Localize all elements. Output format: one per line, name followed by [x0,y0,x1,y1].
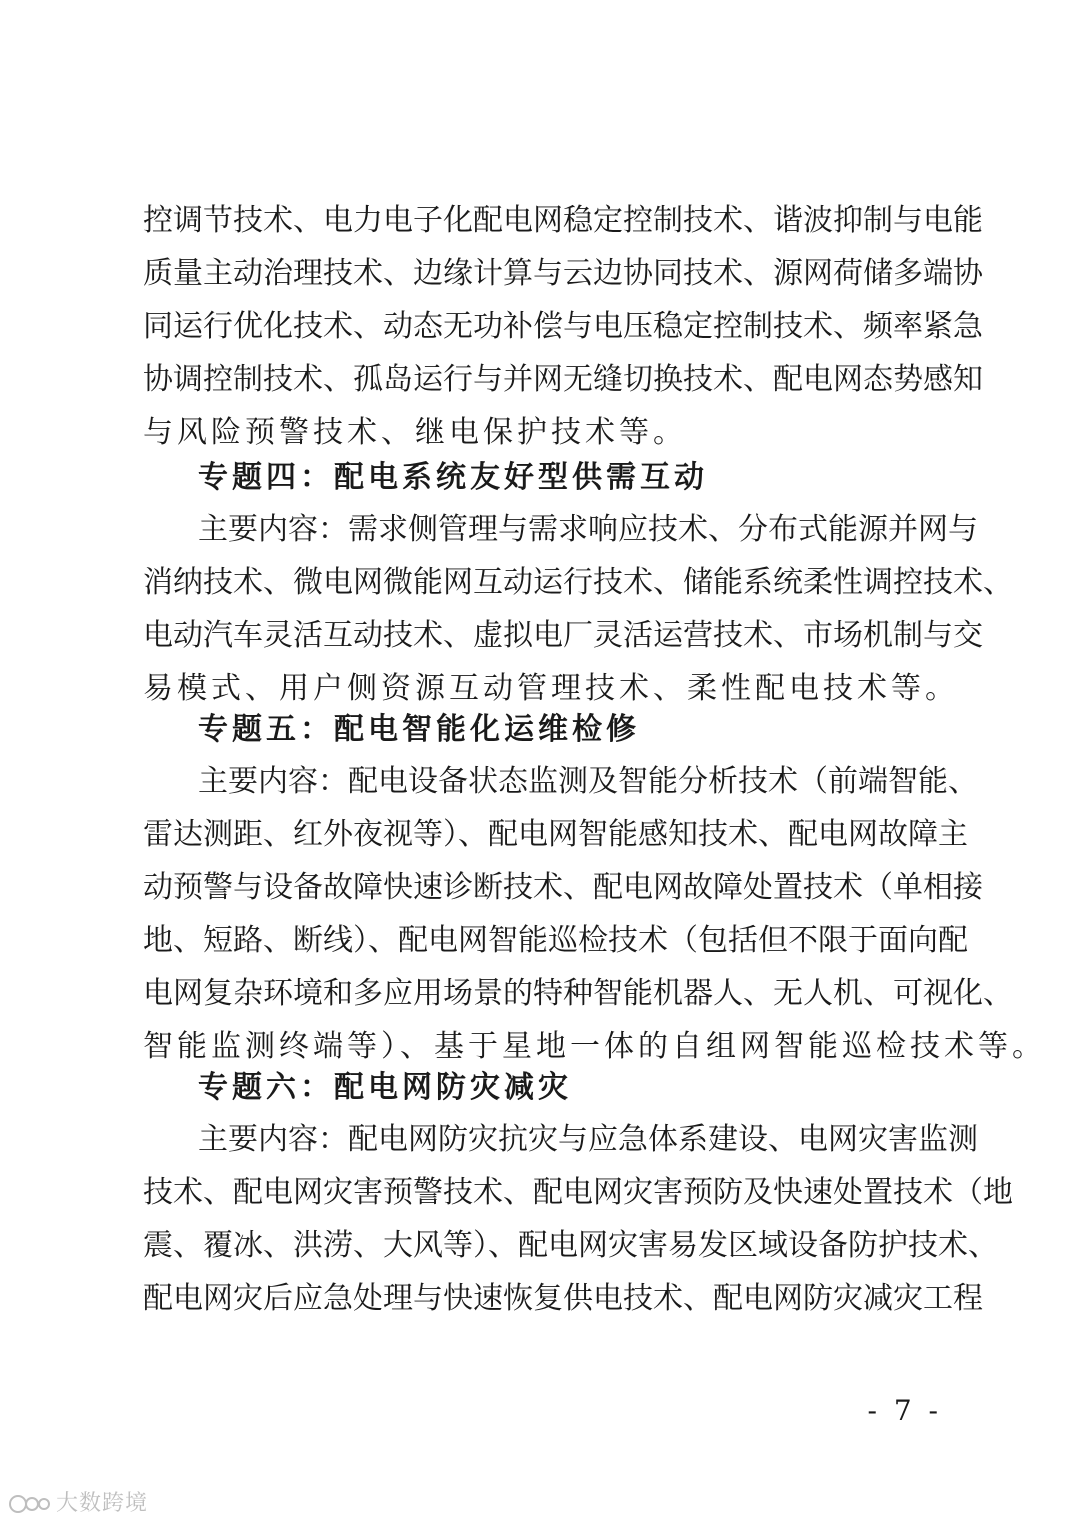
paragraph-line: 地、短路、断线）、配电网智能巡检技术（包括但不限于面向配 [143,923,968,958]
paragraph-line: 易模式、用户侧资源互动管理技术、柔性配电技术等。 [143,671,959,706]
paragraph-line: 智能监测终端等）、基于星地一体的自组网智能巡检技术等。 [143,1029,1046,1064]
paragraph-line: 协调控制技术、孤岛运行与并网无缝切换技术、配电网态势感知 [143,362,983,397]
topic-4-body [143,510,1013,710]
paragraph-line: 主要内容：配电网防灾抗灾与应急体系建设、电网灾害监测 [198,1122,978,1157]
topic-4-heading: 专题四：配电系统友好型供需互动 [198,460,708,495]
paragraph-line: 质量主动治理技术、边缘计算与云边协同技术、源网荷储多端协 [143,256,983,291]
paragraph-line: 同运行优化技术、动态无功补偿与电压稳定控制技术、频率紧急 [143,309,983,344]
watermark-text: 大数跨境 [56,1491,149,1516]
paragraph-line: 控调节技术、电力电子化配电网稳定控制技术、谐波抑制与电能 [143,203,983,238]
topic-6-heading: 专题六：配电网防灾减灾 [198,1070,572,1105]
topic-6-body [143,1120,1013,1340]
paragraph-line: 技术、配电网灾害预警技术、配电网灾害预防及快速处置技术（地 [143,1175,1013,1210]
paragraph-line: 震、覆冰、洪涝、大风等）、配电网灾害易发区域设备防护技术、 [143,1228,998,1263]
topic-5-body [143,762,1046,1082]
paragraph-line: 主要内容：配电设备状态监测及智能分析技术（前端智能、 [198,764,978,799]
paragraph-line: 雷达测距、红外夜视等）、配电网智能感知技术、配电网故障主 [143,817,968,852]
paragraph-line: 电网复杂环境和多应用场景的特种智能机器人、无人机、可视化、 [143,976,1013,1011]
paragraph-line: 主要内容：需求侧管理与需求响应技术、分布式能源并网与 [198,512,978,547]
page-number: - 7 - [867,1394,942,1427]
paragraph-line: 消纳技术、微电网微能网互动运行技术、储能系统柔性调控技术、 [143,565,1013,600]
section-3-continued [143,201,983,450]
paragraph-line: 电动汽车灵活互动技术、虚拟电厂灵活运营技术、市场机制与交 [143,618,983,653]
paragraph-line: 动预警与设备故障快速诊断技术、配电网故障处置技术（单相接 [143,870,983,905]
watermark [8,1488,148,1520]
paragraph-line: 与风险预警技术、继电保护技术等。 [143,415,687,450]
topic-5-heading: 专题五：配电智能化运维检修 [198,712,640,747]
watermark-logo-icon [8,1491,52,1517]
paragraph-line: 配电网灾后应急处理与快速恢复供电技术、配电网防灾减灾工程 [143,1281,983,1316]
